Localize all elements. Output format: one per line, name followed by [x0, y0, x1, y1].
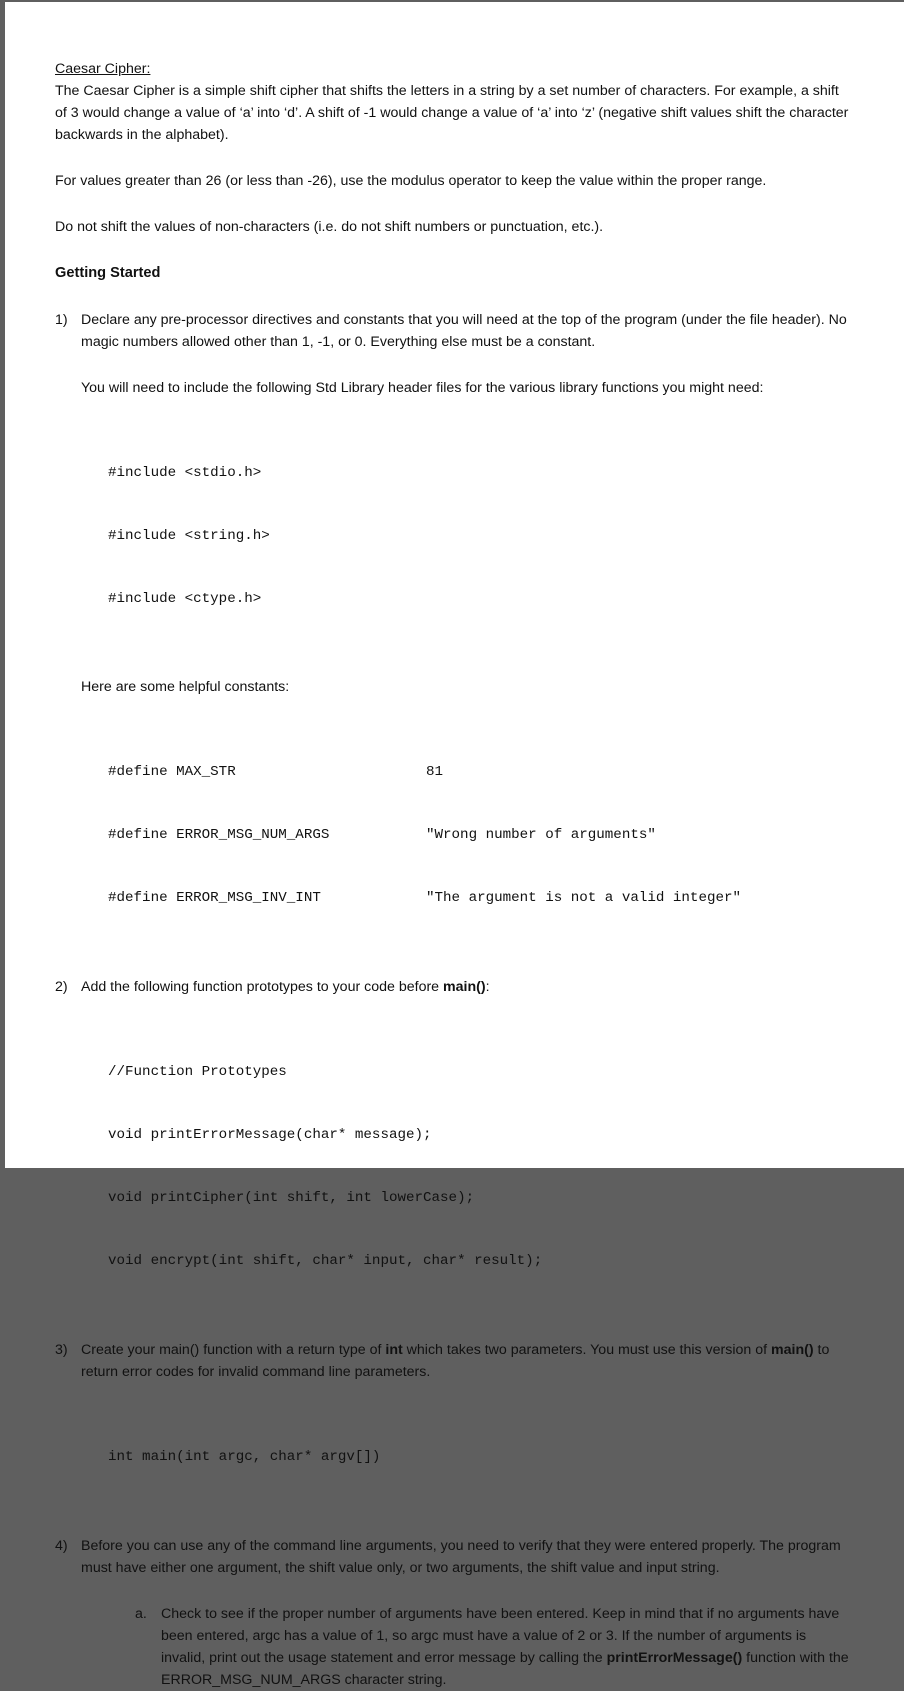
includes-intro: You will need to include the following Std Library header files for the various library functions you might need: [81, 380, 764, 396]
step-3 [55, 1339, 850, 1383]
define-value: "Wrong number of arguments" [426, 827, 656, 843]
code-line: #include <ctype.h> [108, 591, 262, 607]
define-name: #define ERROR_MSG_INV_INT [108, 890, 321, 906]
define-row [108, 762, 850, 783]
constants-intro: Here are some helpful constants: [81, 679, 290, 695]
section-heading: Getting Started [55, 265, 161, 281]
modulus-note: For values greater than 26 (or less than -26), use the modulus operator to keep the value within the proper range. [55, 173, 767, 189]
step-1-text: Declare any pre-processor directives and constants that you will need at the top of the program (under the file header). No magic numbers allowed other than 1, -1, or 0. Everything else must be a constant. [81, 312, 847, 350]
step-3-bold-main: main() [771, 1342, 814, 1358]
includes-code-block [108, 421, 850, 652]
noshift-note: Do not shift the values of non-characters (i.e. do not shift numbers or punctuation, etc.). [55, 219, 604, 235]
document-title: Caesar Cipher: [55, 61, 151, 77]
step-3-text-mid: which takes two parameters. You must use this version of [402, 1342, 771, 1358]
step-2-number: 2) [55, 979, 68, 995]
define-name: #define MAX_STR [108, 764, 236, 780]
document-page [5, 2, 904, 1688]
code-line: #include <string.h> [108, 528, 270, 544]
step-4a [135, 1603, 850, 1691]
code-line: void printCipher(int shift, int lowerCase); [108, 1190, 475, 1206]
code-line: void printErrorMessage(char* message); [108, 1127, 432, 1143]
step-1 [55, 309, 850, 353]
step-4-text: Before you can use any of the command line arguments, you need to verify that they were entered properly. The program must have either one argument, the shift value only, or two arguments, the shift value and input string. [81, 1538, 841, 1576]
step-4a-text: Check to see if the proper number of arguments have been entered. Keep in mind that if no arguments have been entered, argc has a value of 1, so argc must have a value of 2 or 3. If the number of arguments is invalid, print out the usage statement and error message by calling the [161, 1606, 840, 1666]
code-line: //Function Prototypes [108, 1064, 287, 1080]
step-2-text-end: : [485, 979, 490, 995]
step-1-number: 1) [55, 312, 68, 328]
step-3-number: 3) [55, 1342, 68, 1358]
document-content [55, 58, 850, 1691]
define-row [108, 825, 850, 846]
step-4a-letter: a. [135, 1606, 147, 1622]
step-2-bold: main() [443, 979, 486, 995]
prototypes-code-block [108, 1020, 850, 1314]
step-3-text: Create your main() function with a return type of [81, 1342, 386, 1358]
step-2-text: Add the following function prototypes to your code before [81, 979, 444, 995]
code-line: void encrypt(int shift, char* input, char* result); [108, 1253, 543, 1269]
step-3-text-end: to return error codes for invalid command line parameters. [81, 1342, 830, 1380]
define-row [108, 888, 850, 909]
define-value: 81 [426, 764, 444, 780]
step-2 [55, 976, 850, 998]
intro-paragraph: The Caesar Cipher is a simple shift cipher that shifts the letters in a string by a set number of characters. For example, a shift of 3 would change a value of ‘a’ into ‘d’. A shift of -1 would change a value of ‘a’ into ‘z’ (negative shift values shift the character backwards in the alphabet). [55, 83, 849, 143]
step-4 [55, 1535, 850, 1579]
step-4a-bold: printErrorMessage() [606, 1650, 743, 1666]
step-3-bold-int: int [385, 1342, 403, 1358]
define-name: #define ERROR_MSG_NUM_ARGS [108, 827, 330, 843]
code-line: int main(int argc, char* argv[]) [108, 1449, 381, 1465]
defines-code-block [108, 720, 850, 951]
main-signature-code [108, 1405, 850, 1510]
step-4a-text-end: function with the ERROR_MSG_NUM_ARGS character string. [161, 1650, 849, 1688]
code-line: #include <stdio.h> [108, 465, 262, 481]
step-4-number: 4) [55, 1538, 68, 1554]
define-value: "The argument is not a valid integer" [426, 890, 742, 906]
